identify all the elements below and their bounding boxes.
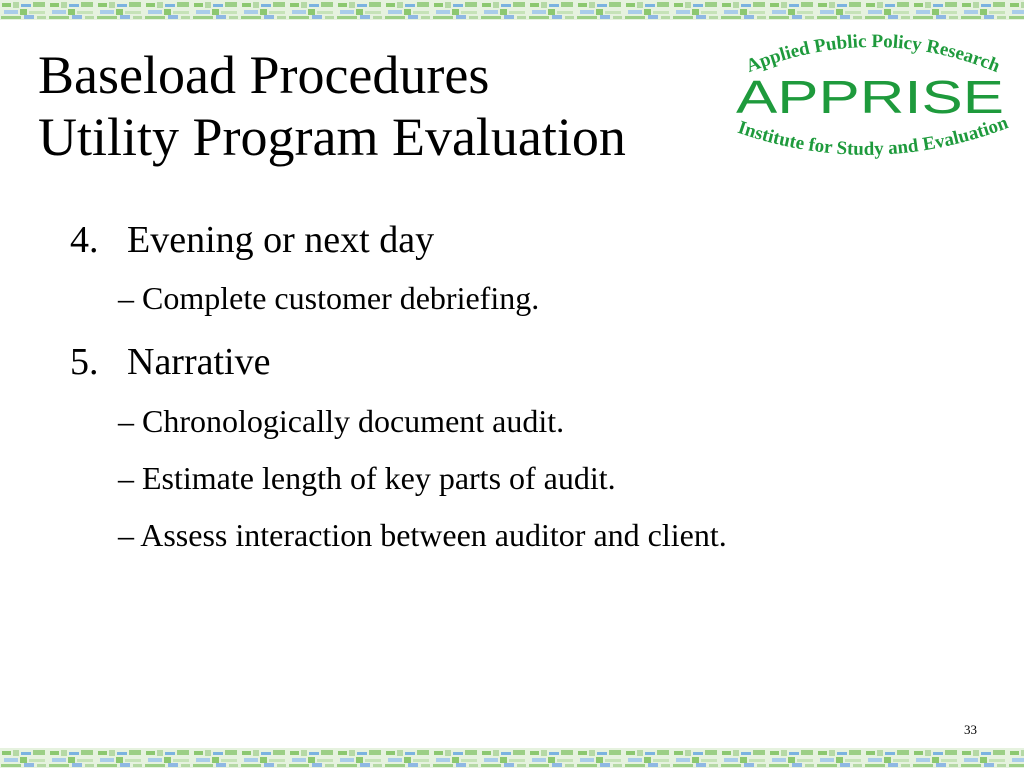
title-line-1: Baseload Procedures [38,45,490,105]
list-item-5 [70,340,270,384]
logo-main-text: APPRISE [736,71,1004,123]
bottom-decorative-band [0,748,1024,768]
list-item-4 [70,218,434,262]
slide-title [38,44,626,168]
apprise-logo [728,32,1018,182]
item-heading: Narrative [127,341,271,383]
top-decorative-band [0,0,1024,20]
item-number: 4. [70,219,99,261]
logo-top-arc-text: Applied Public Policy Research [743,32,1003,78]
title-line-2: Utility Program Evaluation [38,107,626,167]
sub-item: – Estimate length of key parts of audit. [118,460,616,496]
item-number: 5. [70,341,99,383]
top-band-pattern [0,0,1024,20]
sub-item: – Complete customer debriefing. [118,280,540,316]
slide-number: 33 [964,722,977,737]
logo-bottom-arc-text: Institute for Study and Evaluation [735,112,1011,160]
sub-item: – Chronologically document audit. [118,403,565,439]
bottom-band-pattern [0,748,1024,768]
item-heading: Evening or next day [127,219,435,261]
sub-item: – Assess interaction between auditor and client. [118,517,727,553]
